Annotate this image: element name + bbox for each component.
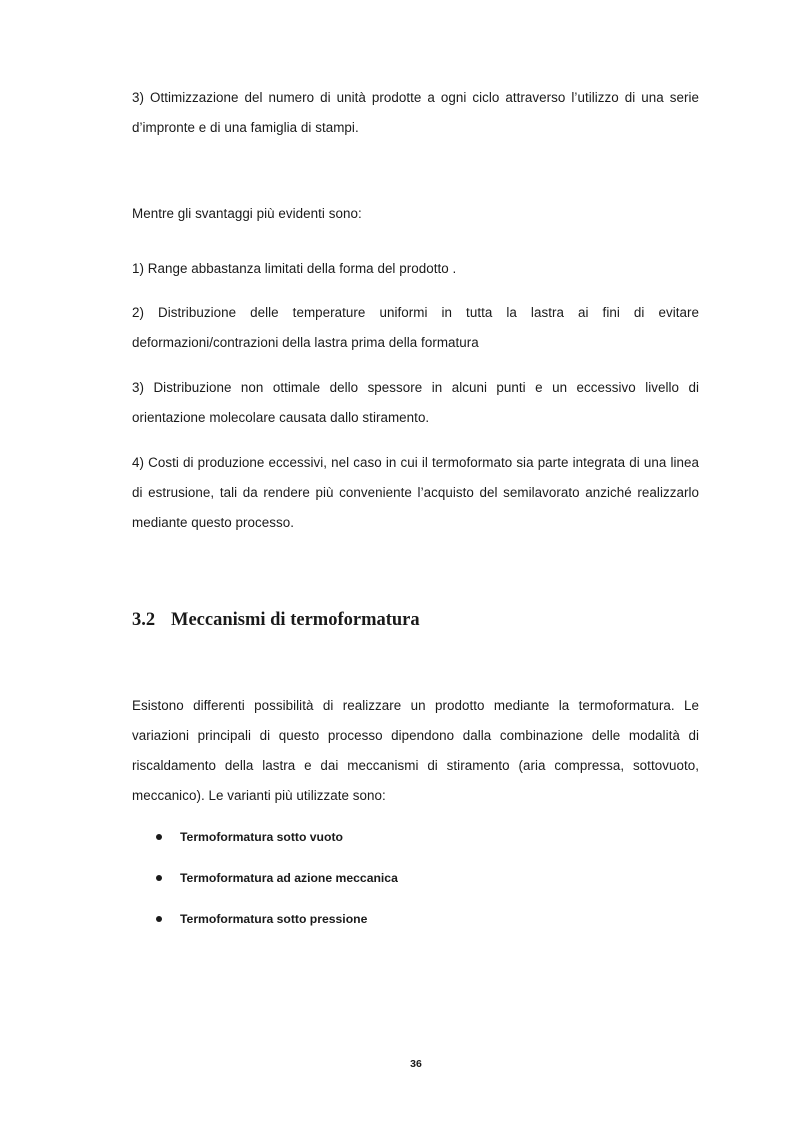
list-item-text: Termoformatura sotto vuoto	[180, 830, 343, 844]
page-number: 36	[410, 1058, 422, 1070]
list-item	[156, 868, 556, 888]
bullet-dot-icon	[156, 875, 162, 881]
paragraph-disadvantage-4: 4) Costi di produzione eccessivi, nel caso in cui il termoformato sia parte integrata di una linea di estrusione, tali da rendere più conveniente l’acquisto del semilavorato anziché realizzarlo mediante questo processo.	[132, 455, 699, 530]
section-title: Meccanismi di termoformatura	[171, 610, 420, 630]
list-item	[156, 827, 556, 847]
list-item-text: Termoformatura ad azione meccanica	[180, 871, 398, 885]
paragraph-disadvantage-2: 2) Distribuzione delle temperature uniformi in tutta la lastra ai fini di evitare deformazioni/contrazioni della lastra prima della formatura	[132, 305, 699, 350]
paragraph-disadvantage-1: 1) Range abbastanza limitati della forma del prodotto .	[132, 261, 457, 276]
paragraph-section-intro: Esistono differenti possibilità di realizzare un prodotto mediante la termoformatura. Le variazioni principali di questo processo dipendono dalla combinazione delle modalità di riscaldamento della lastra e dai meccanismi di stiramento (aria compressa, sottovuoto, meccanico). Le varianti più utilizzate sono:	[132, 698, 699, 803]
paragraph-advantage-3: 3) Ottimizzazione del numero di unità prodotte a ogni ciclo attraverso l’utilizzo di una serie d’impronte e di una famiglia di stampi.	[132, 90, 699, 135]
paragraph-disadvantage-3: 3) Distribuzione non ottimale dello spessore in alcuni punti e un eccessivo livello di orientazione molecolare causata dallo stiramento.	[132, 380, 699, 425]
bullet-dot-icon	[156, 834, 162, 840]
list-item-text: Termoformatura sotto pressione	[180, 912, 368, 926]
paragraph-disadvantages-intro: Mentre gli svantaggi più evidenti sono:	[132, 206, 362, 221]
list-item	[156, 909, 556, 929]
section-heading	[132, 607, 420, 633]
bullet-dot-icon	[156, 916, 162, 922]
section-number: 3.2	[132, 610, 156, 630]
